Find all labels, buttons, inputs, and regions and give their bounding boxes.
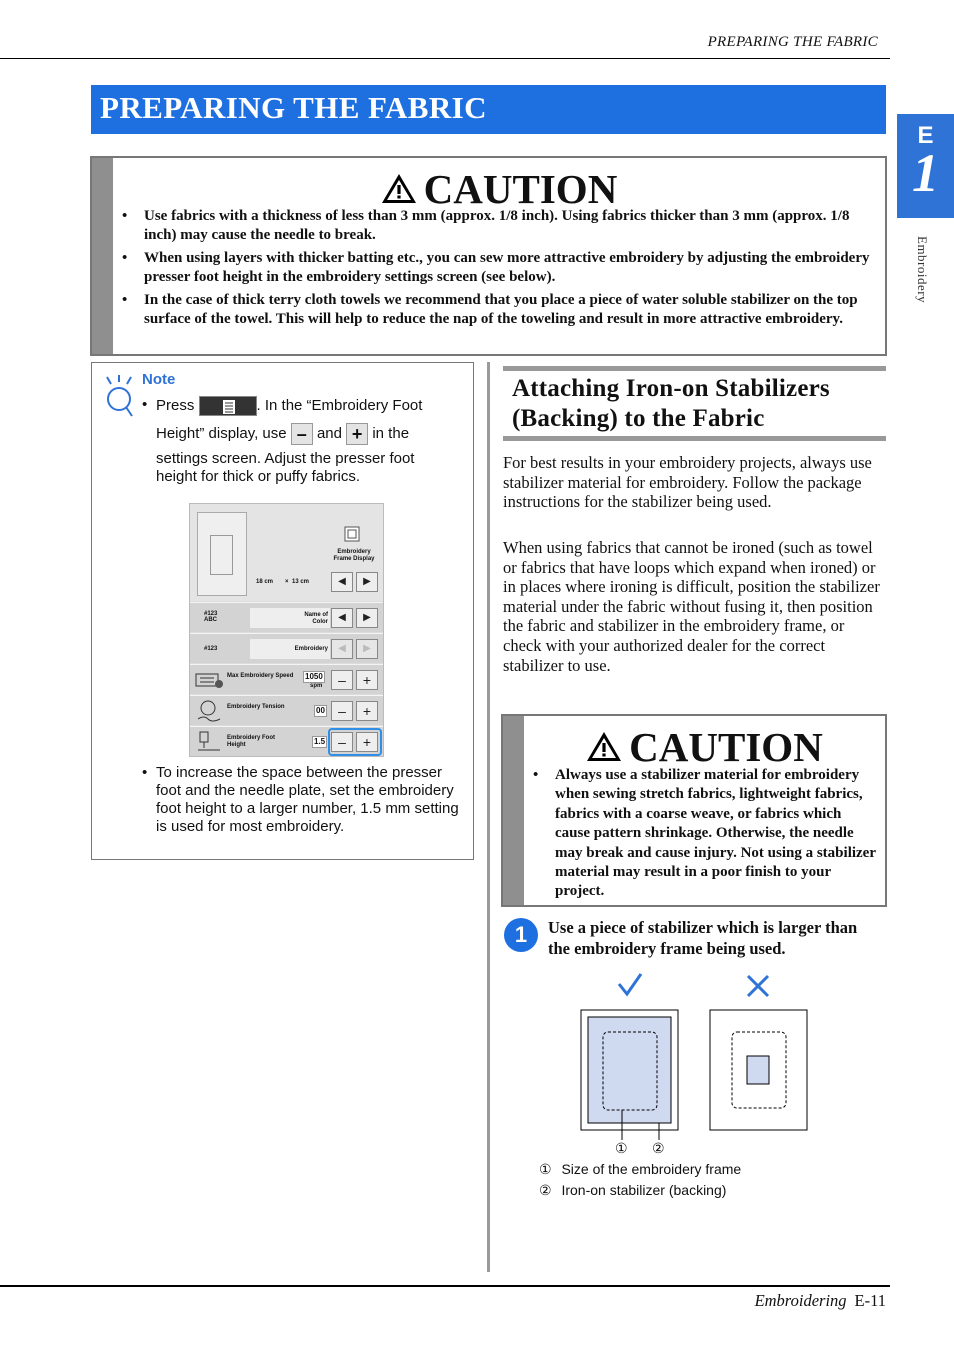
- step-number-badge: 1: [504, 918, 538, 952]
- note-line-3: settings screen. Adjust the presser foot: [156, 450, 415, 467]
- note-icon: [104, 375, 134, 417]
- callout-text: Iron-on stabilizer (backing): [561, 1182, 727, 1198]
- callout-number: ①: [539, 1161, 552, 1177]
- note-title: Note: [142, 371, 176, 388]
- note-line-4: height for thick or puffy fabrics.: [156, 468, 360, 485]
- caution-item: • Always use a stabilizer material for embroidery when sewing stretch fabrics, lightweight fabrics, fabrics with a coarse weave, or fabrics which cause pattern shrinkage. Otherwise, the needle may break and cause injury. Not using a stabilizer material may result in a poor finish to your project.: [533, 766, 877, 902]
- presser-foot-icon: [194, 730, 224, 754]
- check-mark-icon: [619, 974, 641, 994]
- document-icon: [223, 400, 235, 414]
- caution-item: • In the case of thick terry cloth towels we recommend that you place a piece of water soluble stabilizer on the top surface of the towel. This will help to reduce the nap of the toweling and result in more attractive embroidery.: [122, 291, 877, 330]
- thread-code: #123: [204, 646, 218, 652]
- frame-display-row: [190, 504, 383, 601]
- note-text: Press: [156, 396, 195, 414]
- foot-minus-button[interactable]: –: [331, 732, 353, 752]
- plus-key-button[interactable]: +: [346, 423, 368, 445]
- color-name-row: [190, 602, 383, 632]
- callout-number: ②: [539, 1182, 552, 1198]
- chapter-number: 1: [912, 143, 939, 203]
- speed-value: 1050: [305, 672, 323, 681]
- callout-1: [539, 1161, 741, 1178]
- caution-list: [122, 207, 877, 332]
- speed-plus-button[interactable]: +: [356, 670, 378, 690]
- speed-minus-button[interactable]: –: [331, 670, 353, 690]
- frame-preview: [197, 512, 247, 596]
- frame-size-a: 18 cm: [256, 579, 274, 585]
- note-text: To increase the space between the presser foot and the needle plate, set the embroidery foot height to a larger number, 1.5 mm setting is used for most embroidery.: [156, 764, 459, 835]
- foot-height-value: 1.5: [314, 737, 326, 746]
- tension-row: [190, 695, 383, 725]
- note-line-2: [156, 423, 409, 445]
- speed-unit: spm: [310, 683, 323, 689]
- max-speed-label: Max Embroidery Speed: [227, 673, 294, 679]
- minus-key-button[interactable]: –: [291, 423, 313, 445]
- caution-box-2: [501, 714, 887, 907]
- embroidery-label: Embroidery: [294, 646, 328, 652]
- chapter-tab: [897, 114, 954, 218]
- speed-icon: [194, 670, 224, 690]
- section-title: PREPARING THE FABRIC: [91, 85, 886, 134]
- color-right-button[interactable]: ▶: [356, 608, 378, 628]
- tension-label: Embroidery Tension: [227, 704, 285, 710]
- thread-right-button[interactable]: ▶: [356, 639, 378, 659]
- max-speed-row: [190, 664, 383, 694]
- figure-marker-1: ①: [615, 1140, 628, 1156]
- page-number: E-11: [854, 1291, 886, 1310]
- note-text: and: [316, 424, 342, 442]
- warning-triangle-icon: [585, 730, 623, 763]
- note-box: [91, 362, 474, 860]
- caution-heading: [503, 724, 885, 770]
- note-line-1: [156, 396, 422, 416]
- note-text: . In the “Embroidery Foot: [256, 396, 423, 414]
- tension-minus-button[interactable]: –: [331, 701, 353, 721]
- running-head: PREPARING THE FABRIC: [707, 34, 878, 50]
- bottom-rule: [0, 1285, 890, 1287]
- chapter-side-label: Embroidery: [915, 236, 930, 304]
- callout-2: [539, 1182, 726, 1199]
- sub-heading: Attaching Iron-on Stabilizers (Backing) to the Fabric: [503, 366, 886, 441]
- column-divider: [487, 362, 490, 1272]
- callout-text: Size of the embroidery frame: [561, 1161, 742, 1177]
- figure-marker-2: ②: [652, 1140, 665, 1156]
- color-code-abc: #123 ABC: [204, 611, 218, 623]
- color-left-button[interactable]: ◀: [331, 608, 353, 628]
- note-text: Height” display, use: [156, 424, 287, 442]
- cross-mark-icon: [748, 976, 768, 996]
- foot-height-row: [190, 726, 383, 756]
- foot-plus-button[interactable]: +: [356, 732, 378, 752]
- foot-height-label: Embroidery Foot Height: [227, 735, 276, 748]
- step-text: Use a piece of stabilizer which is larger than the embroidery frame being used.: [548, 918, 858, 958]
- caution-box-1: [90, 156, 887, 356]
- body-paragraph-2: When using fabrics that cannot be ironed (such as towel or fabrics that have loops which expand when ironed) or in places where ironing is difficult, position the stabilizer material under the fabric without fusing it, then position the fabric and stabilizer in the embroidery frame, or check with your authorized dealer for the correct stabilizer to use.: [503, 538, 880, 675]
- caution-list: [533, 766, 877, 905]
- name-of-color-label: Name of Color: [304, 612, 328, 625]
- frame-left-button[interactable]: ◀: [331, 572, 353, 592]
- stabilizer-figure: [575, 970, 815, 1160]
- top-rule: [0, 58, 890, 59]
- thread-left-button[interactable]: ◀: [331, 639, 353, 659]
- correct-example: [581, 1010, 678, 1140]
- body-paragraph-1: For best results in your embroidery projects, always use stabilizer material for embroidery. Follow the package instructions for the stabilizer being used.: [503, 453, 872, 512]
- caution-heading-text: CAUTION: [423, 166, 618, 212]
- frame-right-button[interactable]: ▶: [356, 572, 378, 592]
- note-text: in the: [372, 424, 410, 442]
- caution-heading-text: CAUTION: [629, 724, 823, 770]
- page-footer: [755, 1291, 886, 1311]
- bullet: •: [142, 764, 148, 781]
- frame-display-label: Embroidery Frame Display: [333, 549, 375, 562]
- frame-display-icon: [344, 526, 360, 542]
- caution-item: • Use fabrics with a thickness of less than 3 mm (approx. 1/8 inch). Using fabrics thicker than 3 mm (approx. 1/8 inch) may cause the needle to break.: [122, 207, 877, 246]
- stabilizer-diagram: [575, 970, 815, 1160]
- footer-chapter: Embroidering: [754, 1291, 847, 1310]
- warning-triangle-icon: [380, 172, 418, 205]
- frame-size-b: 13 cm: [292, 579, 310, 585]
- tension-plus-button[interactable]: +: [356, 701, 378, 721]
- caution-heading: [92, 166, 885, 212]
- tension-icon: [194, 699, 224, 723]
- times-sign: ×: [285, 579, 289, 585]
- tension-value: 00: [316, 706, 325, 715]
- settings-screen: [189, 503, 384, 757]
- incorrect-example: [710, 1010, 807, 1130]
- caution-item: • When using layers with thicker batting etc., you can sew more attractive embroidery by adjusting the embroidery presser foot height in the embroidery settings screen (see below).: [122, 249, 877, 288]
- chapter-letter: E: [917, 122, 934, 149]
- thread-row: [190, 633, 383, 663]
- bullet: •: [142, 396, 148, 413]
- settings-key-button[interactable]: [199, 396, 257, 416]
